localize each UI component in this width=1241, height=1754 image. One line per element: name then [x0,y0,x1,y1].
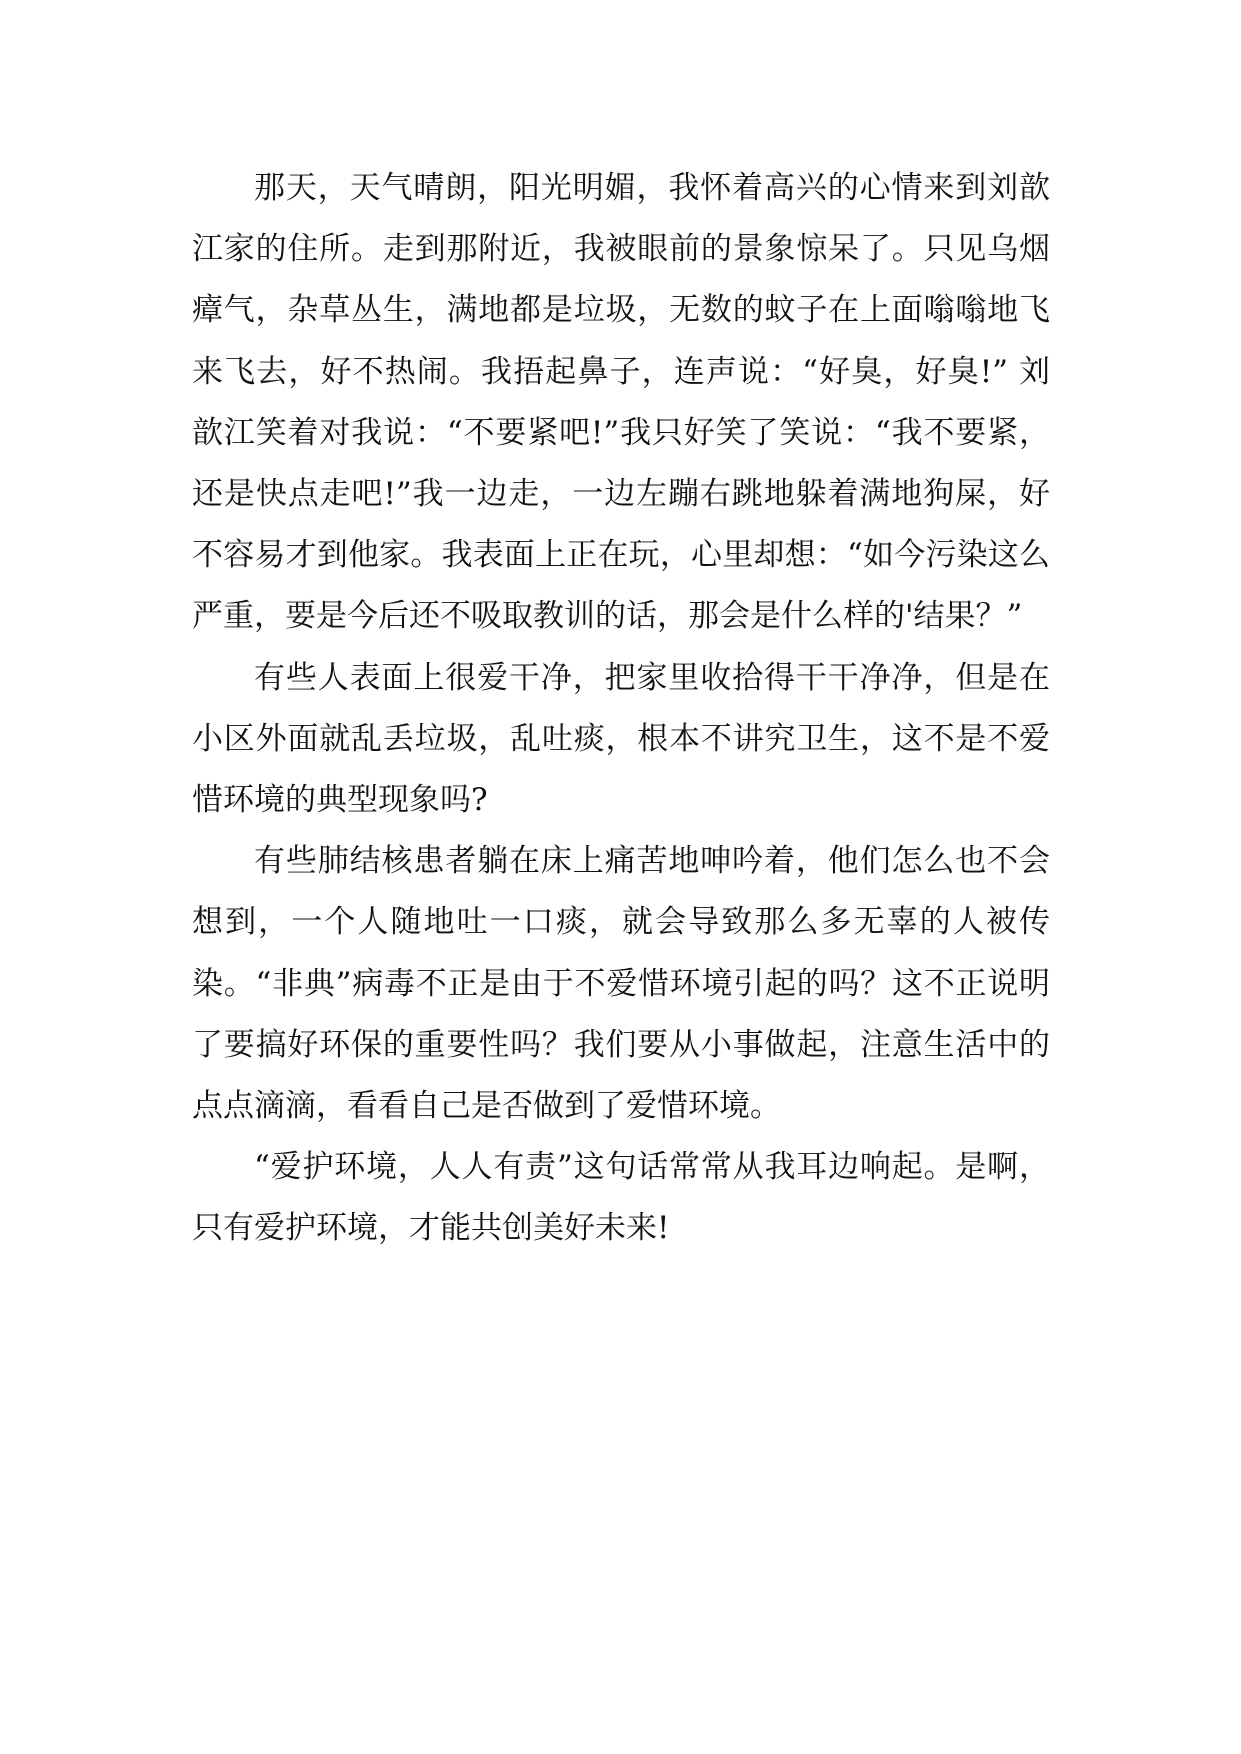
paragraph-littering: 有些人表面上很爱干净，把家里收拾得干干净净，但是在小区外面就乱丢垃圾，乱吐痰，根本不讲究卫生，这不是不爱惜环境的典型现象吗? [192,659,1050,819]
paragraph-conclusion: “爱护环境，人人有责”这句话常常从我耳边响起。是啊，只有爱护环境，才能共创美好未来! [192,1149,1050,1247]
paragraph-disease-spread: 有些肺结核患者躺在床上痛苦地呻吟着，他们怎么也不会想到，一个人随地吐一口痰，就会导致那么多无辜的人被传染。“非典”病毒不正是由于不爱惜环境引起的吗？这不正说明了要搞好环保的重要性吗？我们要从小事做起，注意生活中的点点滴滴，看看自己是否做到了爱惜环境。 [192,843,1050,1125]
document-body [192,158,1050,1260]
paragraph-visit-story: 那天，天气晴朗，阳光明媚，我怀着高兴的心情来到刘歆江家的住所。走到那附近，我被眼前的景象惊呆了。只见乌烟瘴气，杂草丛生，满地都是垃圾，无数的蚊子在上面嗡嗡地飞来飞去，好不热闹。我捂起鼻子，连声说：“好臭，好臭!” 刘歆江笑着对我说：“不要紧吧!”我只好笑了笑说：“我不要紧，还是快点走吧!”我一边走，一边左蹦右跳地躲着满地狗屎，好不容易才到他家。我表面上正在玩，心里却想：“如今污染这么严重，要是今后还不吸取教训的话，那会是什么样的'结果？” [192,170,1050,635]
